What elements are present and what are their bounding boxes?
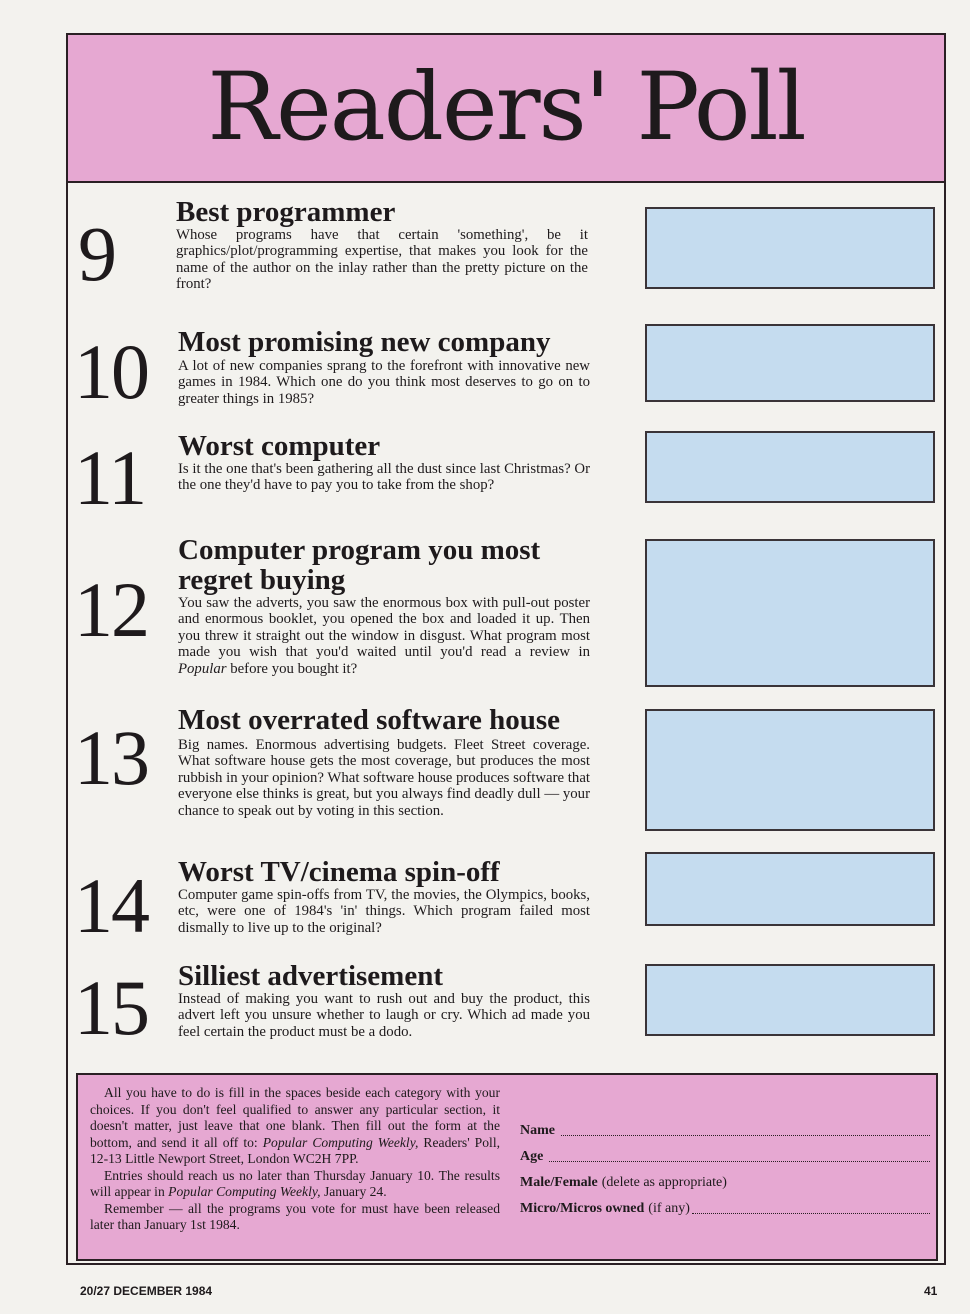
micro-field[interactable]	[692, 1199, 930, 1214]
instructions-paragraph	[90, 1085, 500, 1168]
category-title: Most promising new company	[178, 326, 551, 358]
answer-box-12[interactable]	[645, 539, 935, 687]
micro-note: (if any)	[648, 1201, 690, 1216]
answer-box-14[interactable]	[645, 852, 935, 926]
instructions-text: All you have to do is fill in the spaces beside each category with your choices. If you don't feel qualified to answer any particular section, it doesn't matter, just leave that one blank. Then fill out the form at the bottom, and send it all off to:	[90, 1085, 500, 1150]
category-description: Whose programs have that certain 'something', be it graphics/plot/programming expertise, that makes you look for the name of the author on the inlay rather than the pretty picture on the front?	[176, 227, 588, 293]
category-description: Is it the one that's been gathering all the dust since last Christmas? Or the one they'd have to pay you to take from the shop?	[178, 461, 590, 494]
sex-label: Male/Female	[520, 1175, 598, 1190]
answer-box-10[interactable]	[645, 324, 935, 402]
entry-form	[76, 1073, 938, 1261]
category-description: Computer game spin-offs from TV, the movies, the Olympics, books, etc, were one of 1984's 'in' things. Which program failed most dismally to live up to the original?	[178, 887, 590, 936]
category-title: Silliest advertisement	[178, 960, 443, 992]
category-title: Worst TV/cinema spin-off	[178, 856, 500, 888]
age-field[interactable]	[549, 1147, 930, 1162]
instructions	[90, 1085, 500, 1234]
form-fields	[520, 1113, 930, 1217]
name-field[interactable]	[561, 1121, 930, 1136]
category-title: Computer program you most regret buying	[178, 534, 541, 596]
name-label: Name	[520, 1123, 555, 1138]
title-banner	[68, 35, 944, 183]
page-number: 41	[924, 1284, 938, 1298]
category-title: Best programmer	[176, 196, 396, 228]
description-text: before you bought it?	[226, 660, 358, 677]
category-number: 12	[74, 566, 148, 653]
answer-box-15[interactable]	[645, 964, 935, 1036]
micro-row	[520, 1191, 930, 1217]
publication-name: Popular Computing Weekly,	[262, 1134, 419, 1150]
answer-box-11[interactable]	[645, 431, 935, 503]
category-description: Instead of making you want to rush out and buy the product, this advert left you unsure whether to laugh or cry. Which ad made you feel certain the product must be a dodo.	[178, 991, 590, 1040]
poll-frame	[66, 33, 946, 1265]
category-number: 9	[78, 210, 115, 297]
sex-row[interactable]	[520, 1165, 930, 1191]
instructions-paragraph	[90, 1168, 500, 1201]
description-italic: Popular	[178, 660, 227, 677]
page-title: Readers' Poll	[207, 53, 805, 162]
publication-name: Popular Computing Weekly,	[168, 1184, 321, 1199]
category-number: 11	[74, 434, 146, 521]
age-row	[520, 1139, 930, 1165]
category-number: 14	[74, 862, 148, 949]
answer-box-9[interactable]	[645, 207, 935, 289]
footer-date: 20/27 DECEMBER 1984	[80, 1284, 213, 1298]
micro-label: Micro/Micros owned	[520, 1201, 645, 1216]
instructions-text: Entries should reach us no later than Thursday January 10. The results will appear in	[90, 1167, 500, 1199]
category-description: Big names. Enormous advertising budgets. Fleet Street coverage. What software house gets the most coverage, but produces the most rubbish in your opinion? What software house produces software that everyone else thinks is great, but you always find deadly dull — your chance to speak out by voting in this section.	[178, 737, 590, 819]
age-label: Age	[520, 1149, 544, 1164]
category-number: 10	[74, 328, 148, 415]
category-title: Worst computer	[178, 430, 381, 462]
instructions-text: Readers' Poll, 12-13 Little Newport Street, London WC2H 7PP.	[90, 1134, 500, 1166]
instructions-paragraph: Remember — all the programs you vote for must have been released later than January 1st 1984.	[90, 1200, 500, 1232]
category-description	[178, 595, 590, 677]
description-text: You saw the adverts, you saw the enormous box with pull-out poster and enormous booklet, you opened the box and loaded it up. Then you threw it straight out the window in disgust. What program most made you wish that you'd waited until you'd read a review in	[178, 595, 590, 661]
name-row	[520, 1113, 930, 1139]
sex-note: (delete as appropriate)	[601, 1175, 727, 1190]
answer-box-13[interactable]	[645, 709, 935, 831]
category-title: Most overrated software house	[178, 704, 561, 736]
category-number: 15	[74, 964, 148, 1051]
instructions-text: January 24.	[320, 1184, 387, 1199]
category-description: A lot of new companies sprang to the forefront with innovative new games in 1984. Which one do you think most deserves to go on to greater things in 1985?	[178, 358, 590, 407]
category-number: 13	[74, 714, 148, 801]
